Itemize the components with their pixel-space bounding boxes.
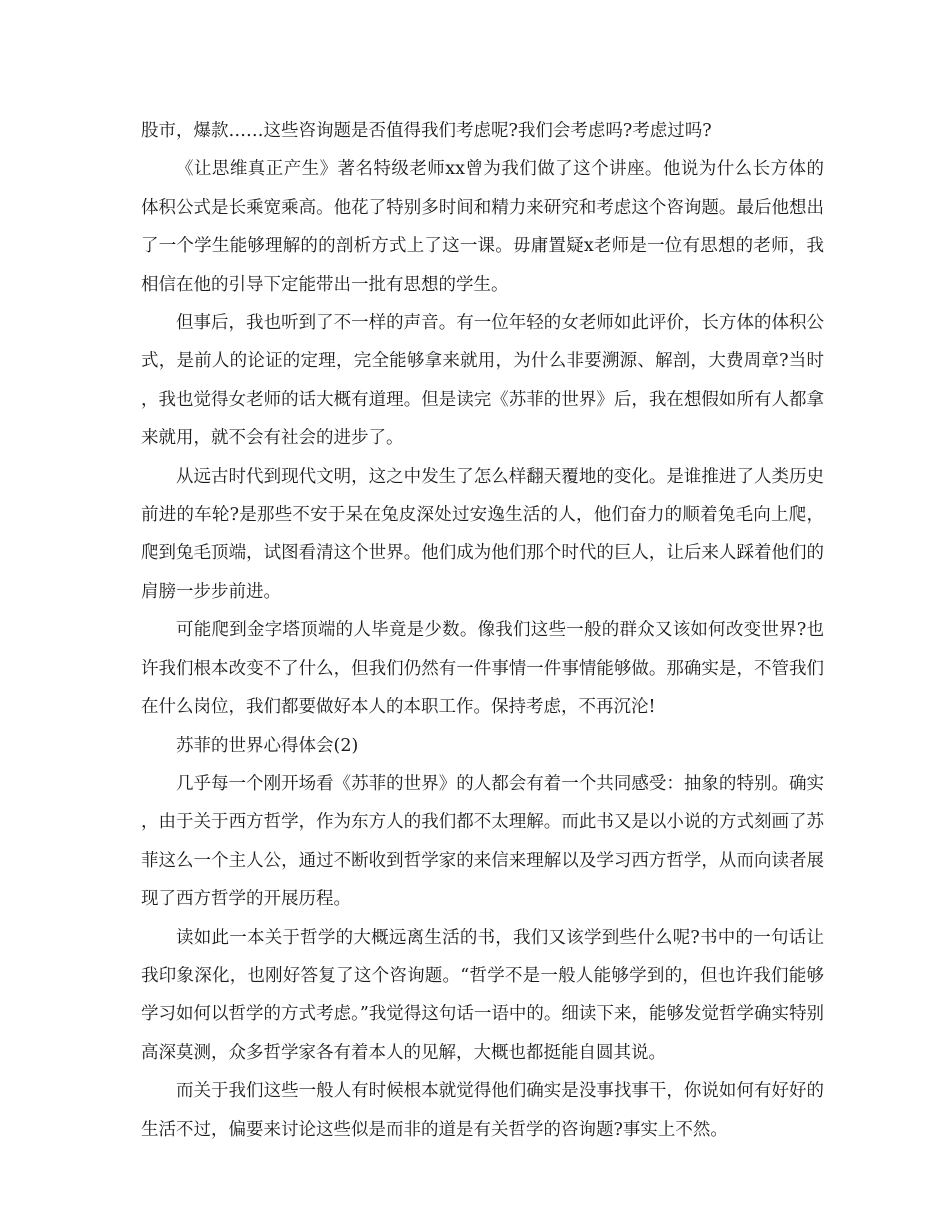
paragraph: 可能爬到金字塔顶端的人毕竟是少数。像我们这些一般的群众又该如何改变世界?也许我们根本改变不了什么，但我们仍然有一件事情一件事情能够做。那确实是，不管我们在什么岗位，我们都要做好本人的本职工作。保持考虑，不再沉沦! bbox=[141, 620, 824, 718]
paragraph: 而关于我们这些一般人有时候根本就觉得他们确实是没事找事干，你说如何有好好的生活不过，偏要来讨论这些似是而非的道是有关哲学的咨询题?事实上不然。 bbox=[141, 1081, 824, 1140]
paragraph: 读如此一本关于哲学的大概远离生活的书，我们又该学到些什么呢?书中的一句话让我印象深化，也刚好答复了这个咨询题。“哲学不是一般人能够学到的，但也许我们能够学习如何以哲学的方式考虑。”我觉得这句话一语中的。细读下来，能够发觉哲学确实特别高深莫测，众多哲学家各有着本人的见解，大概也都挺能自圆其说。 bbox=[141, 927, 824, 1063]
paragraph: 《让思维真正产生》著名特级老师xx曾为我们做了这个讲座。他说为什么长方体的体积公式是长乘宽乘高。他花了特别多时间和精力来研究和考虑这个咨询题。最后他想出了一个学生能够理解的的剖析方式上了这一课。毋庸置疑x老师是一位有思想的老师，我相信在他的引导下定能带出一批有思想的学生。 bbox=[141, 159, 824, 295]
paragraph: 几乎每一个刚开场看《苏菲的世界》的人都会有着一个共同感受：抽象的特别。确实，由于关于西方哲学，作为东方人的我们都不太理解。而此书又是以小说的方式刻画了苏菲这么一个主人公，通过不断收到哲学家的来信来理解以及学习西方哲学，从而向读者展现了西方哲学的开展历程。 bbox=[141, 773, 824, 910]
section-heading: 苏菲的世界心得体会(2) bbox=[176, 735, 359, 756]
paragraph: 但事后，我也听到了不一样的声音。有一位年轻的女老师如此评价，长方体的体积公式，是前人的论证的定理，完全能够拿来就用，为什么非要溯源、解剖，大费周章?当时，我也觉得女老师的话大概有道理。但是读完《苏菲的世界》后，我在想假如所有人都拿来就用，就不会有社会的进步了。 bbox=[141, 313, 824, 449]
document-body bbox=[141, 112, 824, 1149]
paragraph: 从远古时代到现代文明，这之中发生了怎么样翻天覆地的变化。是谁推进了人类历史前进的车轮?是那些不安于呆在兔皮深处过安逸生活的人，他们奋力的顺着兔毛向上爬，爬到兔毛顶端，试图看清这个世界。他们成为他们那个时代的巨人，让后来人踩着他们的肩膀一步步前进。 bbox=[141, 466, 824, 602]
paragraph-continuation: 股市，爆款……这些咨询题是否值得我们考虑呢?我们会考虑吗?考虑过吗? bbox=[141, 121, 712, 141]
